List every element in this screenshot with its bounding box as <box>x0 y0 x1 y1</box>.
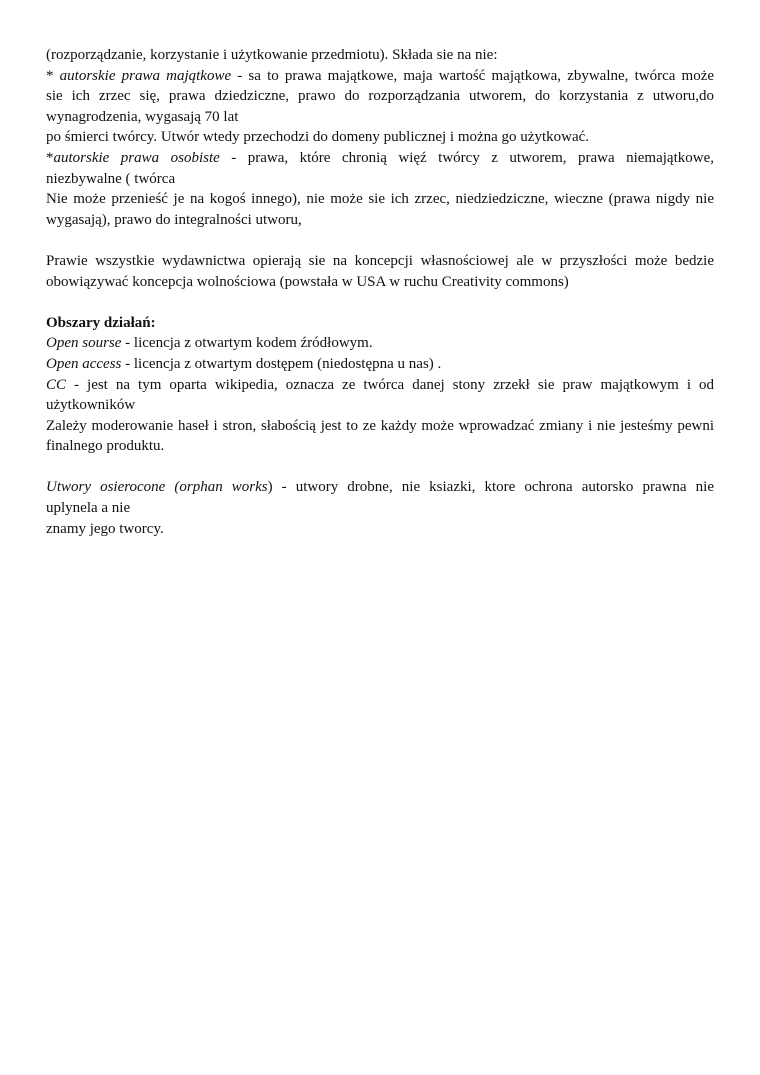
moral-rights-text: - prawa, które chronią więź twórcy z utworem, prawa niemajątkowe, <box>219 149 714 166</box>
open-access-text: - licencja z otwartym dostępem (niedostępna u nas) . <box>121 355 442 372</box>
paragraph-line: znamy jego tworcy. <box>46 520 164 537</box>
paragraph-line: po śmierci twórcy. Utwór wtedy przechodzi do domeny publicznej i można go użytkować. <box>46 129 590 146</box>
orphan-works-term: Utwory osierocone (orphan works <box>46 479 268 496</box>
paragraph-line: finalnego produktu. <box>46 438 165 455</box>
open-source-line <box>46 333 714 354</box>
paragraph-line: Zależy moderowanie haseł i stron, słabością jest to ze każdy może wprowadzać zmiany i nie jesteśmy pewni <box>46 417 714 434</box>
orphan-works-text: ) - utwory drobne, nie ksiazki, ktore ochrona autorsko prawna nie <box>267 479 714 496</box>
economic-rights-text: - sa to prawa majątkowe, maja wartość majątkowa, zbywalne, twórca może <box>231 67 715 84</box>
paragraph-line: wygasają), prawo do integralności utworu, <box>46 211 302 228</box>
economic-rights-line <box>46 66 714 87</box>
document-page <box>46 45 714 539</box>
blank-line <box>46 292 714 313</box>
paragraph-line: użytkowników <box>46 397 136 414</box>
open-source-term: Open sourse <box>46 335 122 352</box>
open-access-line <box>46 354 714 375</box>
open-access-term: Open access <box>46 355 122 372</box>
bullet-marker: * <box>46 149 54 166</box>
section-heading: Obszary działań: <box>46 314 156 331</box>
cc-text: - jest na tym oparta wikipedia, oznacza ze twórca danej stony zrzekł sie praw majątkowym i od <box>66 376 714 393</box>
economic-rights-term: autorskie prawa majątkowe <box>59 67 232 84</box>
paragraph-line: Nie może przenieść je na kogoś innego), nie może sie ich zrzec, niedziedziczne, wieczne (prawa nigdy nie <box>46 191 714 208</box>
cc-line <box>46 375 714 396</box>
cc-term: CC <box>46 376 67 393</box>
blank-line <box>46 230 714 251</box>
moral-rights-term: autorskie prawa osobiste <box>53 149 220 166</box>
paragraph-line: wynagrodzenia, wygasają 70 lat <box>46 108 239 125</box>
moral-rights-line <box>46 148 714 169</box>
paragraph-line: uplynela a nie <box>46 500 131 517</box>
paragraph-line: sie ich zrzec się, prawa dziedziczne, prawo do rozporządzania utworem, do korzystania z utworu,do <box>46 88 714 105</box>
paragraph-line: Prawie wszystkie wydawnictwa opierają sie na koncepcji własnościowej ale w przyszłości może bedzie <box>46 252 714 269</box>
paragraph-line: (rozporządzanie, korzystanie i użytkowanie przedmiotu). Składa sie na nie: <box>46 47 498 63</box>
orphan-works-line <box>46 477 714 498</box>
blank-line <box>46 457 714 478</box>
open-source-text: - licencja z otwartym kodem źródłowym. <box>121 335 373 352</box>
paragraph-line: obowiązywać koncepcja wolnościowa (powstała w USA w ruchu Creativity commons) <box>46 273 569 290</box>
bullet-marker: * <box>46 67 60 84</box>
paragraph-line: niezbywalne ( twórca <box>46 170 176 187</box>
